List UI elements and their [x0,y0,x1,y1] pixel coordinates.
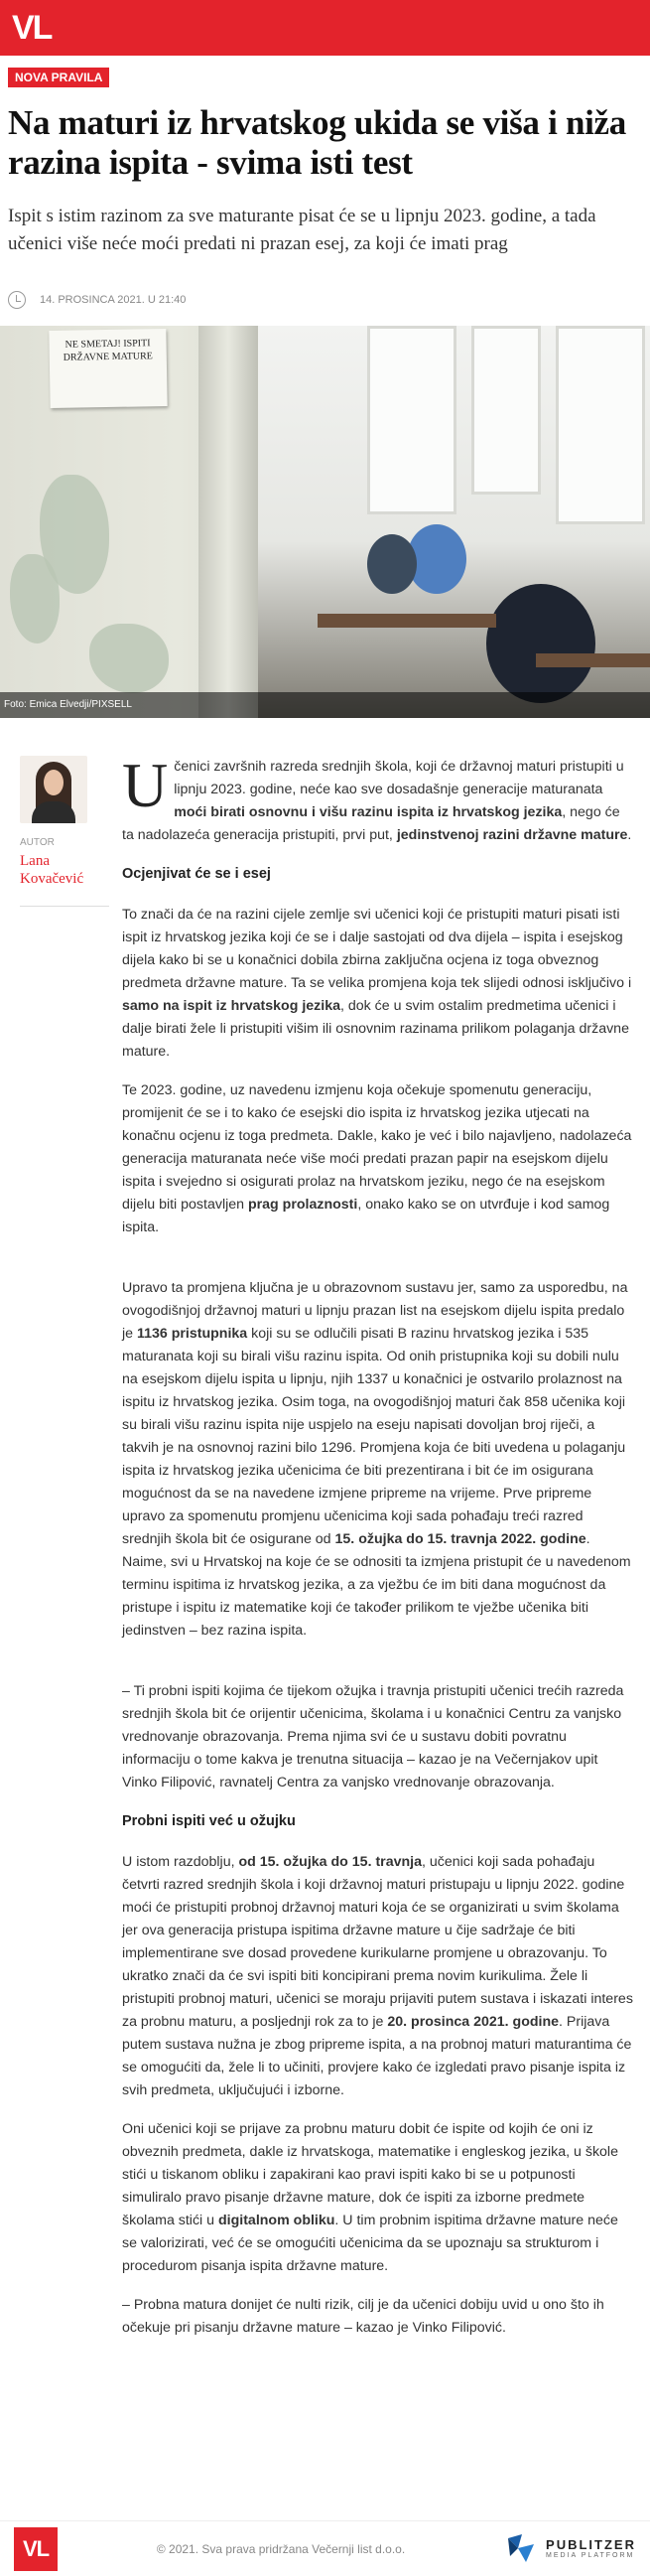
author-divider [20,906,109,907]
article-text [122,750,633,2340]
author-avatar[interactable] [20,756,87,823]
photo-door [198,326,258,718]
category-badge[interactable]: NOVA PRAVILA [8,68,109,87]
paragraph: Učenici završnih razreda srednjih škola, koji će državnoj maturi pristupiti u lipnju 2023. godine, neće kao sve dosadašnje generacije maturanata moći birati osnovnu i višu razinu ispita iz hrvatskog jezika, nego će ta nadolazeća generacija pristupiti, prvi put, jedinstvenoj razini državne mature. [122,750,632,843]
paragraph: – Ti probni ispiti kojima će tijekom ožujka i travnja pristupiti učenici trećih razreda srednjih škola bit će orijentir učenicima, školama i u konačnici Centru za vanjsko vrednovanje obrazovanja. Prema njima svi će u sustavu dobiti povratnu informaciju o tome kakva je trenutna situacija – kazao je na Večernjakov upit Vinko Filipović, ravnatelj Centra za vanjsko vrednovanje obrazovanja. [122,1683,624,1790]
photo-sign: NE SMETAJ! ISPITI DRŽAVNE MATURE [49,329,167,408]
author-name[interactable]: Lana Kovačević [20,853,84,887]
clock-icon [8,291,26,309]
author-label: AUTOR [20,837,55,848]
article-title: Na maturi iz hrvatskog ukida se viša i niža razina ispita - svima isti test [8,103,626,182]
publitzer-logo[interactable] [504,2532,636,2566]
paragraph: Oni učenici koji se prijave za probnu maturu dobit će ispite od kojih će oni iz obveznih predmeta, dakle iz hrvatskoga, matematike i engleskog jezika, u škole stići u tiskanom obliku i zapakirani kao pravi ispiti kako bi se u potpunosti simuliralo pravo pisanje državne mature, dok će ispiti za izborne predmete školama stići u digitalnom obliku. U tim probnim ispitima državne mature neće se valorizirati, već će se omogućiti učenicima da se upoznaju sa strukturom i procedurom pisanja ispita državne mature. [122,2121,618,2274]
photo-credit: Foto: Emica Elvedji/PIXSELL [0,692,650,718]
publish-date: 14. PROSINCA 2021. U 21:40 [40,294,187,306]
publisher-sub: MEDIA PLATFORM [546,2552,635,2559]
paragraph: U istom razdoblju, od 15. ožujka do 15. travnja, učenici koji sada pohađaju četvrti razred srednjih škola i koji državnoj maturi pristupaju u lipnju 2022. godine moći će pristupiti probnoj državnoj maturi koja će se organizirati u svim školama jer ova generacija pristupa ispitima državne mature u čije sadržaje će biti implementirane sve dosad provedene kurikularne promjene u obrazovanju. To ukratko znači da će svi ispiti biti koncipirani prema novim kurikulima. Žele li pristupiti probnoj maturi, učenici se moraju prijaviti putem sustava i iskazati interes za probnu maturu, a posljednji rok za to je 20. prosinca 2021. godine. Prijava putem sustava nužna je zbog pripreme ispita, a na probnoj maturi maturantima će se omogućiti da, žele li to učiniti, provjere kako će izgledati pravo pisanje ispita iz svih predmeta, uključujući i izborne. [122,1854,633,2098]
drop-cap: U [122,750,169,820]
photo-classroom [258,326,650,718]
author-box [20,756,109,907]
subheading-probni: Probni ispiti već u ožujku [122,1813,296,1829]
footer [0,2520,650,2576]
publitzer-mark-icon [504,2532,538,2566]
subheading-esej: Ocjenjivat će se i esej [122,866,271,882]
article-meta [8,286,650,314]
footer-vl-logo[interactable]: VL [14,2527,58,2571]
article-lead: Ispit s istim razinom za sve maturante pisat će se u lipnju 2023. godine, a tada učenici više neće moći predati ni prazan esej, za koji će imati prag [8,206,596,254]
paragraph: – Probna matura donijet će nulti rizik, cilj je da učenici dobiju uvid u ono što ih očekuje pri pisanju državne mature – kazao je Vinko Filipović. [122,2297,604,2336]
top-bar [0,0,650,56]
vl-logo[interactable]: VL [12,8,52,47]
paragraph: To znači da će na razini cijele zemlje svi učenici koji će pristupiti maturi pisati isti ispit iz hrvatskog jezika koji će se i dalje sastojati od dva dijela – ispita i esejskog dijela kako bi se u konačnici dobila zbirna zaključna ocjena iz toga obveznog predmeta državne mature. Ta se velika promjena koja tek slijedi odnosi isključivo i samo na ispit iz hrvatskog jezika, dok će u svim ostalim predmetima učenici i dalje birati žele li pristupiti višim ili osnovnim razinama prilikom polaganja državne mature. [122,907,632,1060]
article-body [0,750,650,2340]
paragraph: Te 2023. godine, uz navedenu izmjenu koja očekuje spomenutu generaciju, promijenit će se i to kako će esejski dio ispita iz hrvatskog jezika utjecati na konačnu ocjenu iz toga predmeta. Dakle, kako je već i bilo najavljeno, nadolazeća generacija maturanata neće više moći predati prazan papir na esejskom dijelu ispita i svejedno si osigurati prolaz na hrvatskom jeziku, nego će na esejskom dijelu biti postavljen prag prolaznosti, onako kako se on utvrđuje i kod samog ispita. [122,1082,632,1235]
copyright: © 2021. Sva prava pridržana Večernji list d.o.o. [156,2541,406,2556]
paragraph: Upravo ta promjena ključna je u obrazovnom sustavu jer, samo za usporedbu, na ovogodišnjoj državnoj maturi u lipnju prazan list na esejskom dijelu ispita predalo je 1136 pristupnika koji su se odlučili pisati B razinu hrvatskog jezika i 535 maturanata koji su birali višu razinu ispita. Od onih pristupnika koji su dobili nulu na esejskom dijelu ispita u lipnju, njih 1337 u konačnici je ostvarilo prolaznost na ispitu iz hrvatskog jezika. Osim toga, na ovogodišnjoj maturi čak 858 učenika koji su birali višu razinu ispita nije uspjelo na eseju napisati dovoljan broj riječi, a takvih je na osnovnoj razini bilo 1296. Promjena koja će biti uvedena u polaganju ispita iz hrvatskog jezika učenicima će biti prezentirana i bit će im osigurana mogućnost da se na navedene izmjene pripreme na vrijeme. Prve pripreme upravo za spomenutu promjenu učenicima koji sada pohađaju treći razred srednjih škola bit će osigurane od 15. ožujka do 15. travnja 2022. godine. Naime, svi u Hrvatskoj na koje će se odnositi ta izmjena pristupit će u navedenom terminu ispitima iz hrvatskog jezika, a za vježbu će im biti dana mogućnost da pristupe i ispitu iz matematike koji će također prilikom te vježbe učenika biti jedinstven – bez razina ispita. [122,1280,631,1639]
article-photo[interactable] [0,326,650,718]
publisher-name: PUBLITZER [546,2537,636,2552]
